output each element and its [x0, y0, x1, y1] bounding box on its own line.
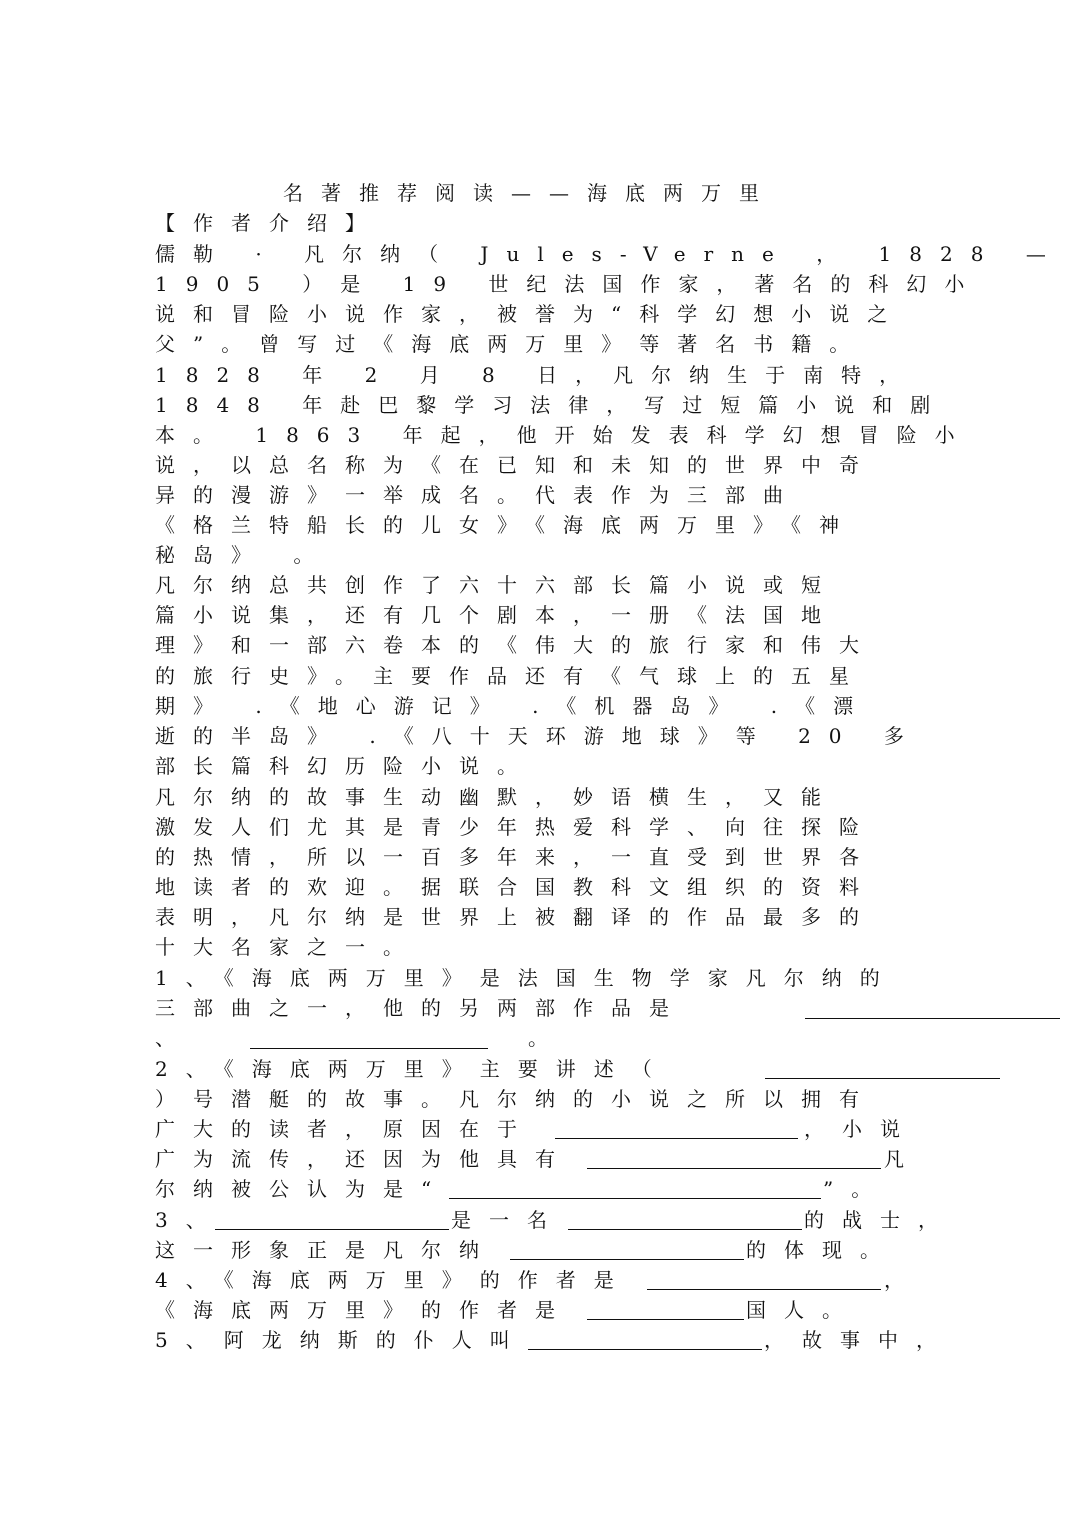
intro-line: 1848 年赴巴黎学习法律，写过短篇小说和剧 — [155, 393, 949, 417]
question-2-text: 广大的读者，原因在于 — [155, 1117, 535, 1141]
question-1-text: 三部曲之一，他的另两部作品是 — [155, 996, 687, 1020]
answer-blank-q1-b[interactable] — [250, 1048, 488, 1049]
question-2-text: 2、《海底两万里》主要讲述（ — [155, 1057, 670, 1081]
intro-line: 凡尔纳总共创作了六十六部长篇小说或短 — [155, 573, 839, 597]
intro-line: 说，以总名称为《在已知和未知的世界中奇 — [155, 453, 877, 477]
question-4-text: 国人。 — [746, 1298, 860, 1322]
question-2-text: ）号潜艇的故事。凡尔纳的小说之所以拥有 — [155, 1087, 877, 1111]
intro-line: 理》和一部六卷本的《伟大的旅行家和伟大 — [155, 633, 877, 657]
answer-blank-q2-d[interactable] — [449, 1198, 821, 1199]
question-1-separator: 、 — [155, 1026, 193, 1050]
intro-line: 期》 .《地心游记》 .《机器岛》 .《漂 — [155, 694, 872, 718]
question-2-text: 广为流传，还因为他具有 — [155, 1147, 573, 1171]
intro-line: 父”。曾写过《海底两万里》等著名书籍。 — [155, 332, 868, 356]
answer-blank-q5-a[interactable] — [528, 1349, 762, 1350]
intro-line: 部长篇科幻历险小说。 — [155, 754, 535, 778]
intro-line: 儒勒 · 凡尔纳（ Jules-Verne ， 1828 — — [155, 242, 1064, 266]
intro-line: 激发人们尤其是青少年热爱科学、向往探险 — [155, 815, 877, 839]
intro-line: 1828 年 2 月 8 日，凡尔纳生于南特， — [155, 363, 918, 387]
intro-line: 表明，凡尔纳是世界上被翻译的作品最多的 — [155, 905, 877, 929]
intro-line: 逝的半岛》 .《八十天环游地球》等 20 多 — [155, 724, 922, 748]
question-3-number: 3、 — [155, 1208, 224, 1232]
answer-blank-q1-a[interactable] — [805, 1018, 1060, 1019]
question-1-period: 。 — [528, 1026, 566, 1050]
intro-line: 《格兰特船长的儿女》《海底两万里》《神 — [155, 513, 857, 537]
intro-line: 篇小说集，还有几个剧本，一册《法国地 — [155, 603, 839, 627]
question-3-text: 这一形象正是凡尔纳 — [155, 1238, 497, 1262]
question-4-text: ， — [884, 1268, 922, 1292]
question-3-text: 的体现。 — [746, 1238, 898, 1262]
question-4-text: 4、《海底两万里》的作者是 — [155, 1268, 632, 1292]
intro-line: 1905 ）是 19 世纪法国作家，著名的科幻小 — [155, 272, 983, 296]
question-2-text: 尔纳被公认为是“ — [155, 1177, 450, 1201]
answer-blank-q2-a[interactable] — [765, 1078, 1000, 1079]
question-1-text: 1、《海底两万里》是法国生物学家凡尔纳的 — [155, 966, 898, 990]
question-2-text: ”。 — [823, 1177, 890, 1201]
question-3-text: 是一名 — [451, 1208, 565, 1232]
answer-blank-q3-b[interactable] — [568, 1229, 802, 1230]
answer-blank-q3-c[interactable] — [510, 1259, 744, 1260]
section-heading-author: 【作者介绍】 — [155, 211, 383, 235]
intro-line: 秘岛》 。 — [155, 543, 332, 567]
answer-blank-q4-b[interactable] — [587, 1319, 744, 1320]
answer-blank-q3-a[interactable] — [215, 1229, 449, 1230]
intro-line: 地读者的欢迎。据联合国教科文组织的资料 — [155, 875, 877, 899]
answer-blank-q4-a[interactable] — [647, 1289, 881, 1290]
intro-line: 的热情，所以一百多年来，一直受到世界各 — [155, 845, 877, 869]
question-2-text: 凡 — [884, 1147, 922, 1171]
intro-line: 异的漫游》一举成名。代表作为三部曲 — [155, 483, 801, 507]
intro-line: 十大名家之一。 — [155, 935, 421, 959]
intro-line: 凡尔纳的故事生动幽默，妙语横生，又能 — [155, 785, 839, 809]
question-5-text: ，故事中， — [764, 1328, 954, 1352]
question-4-text: 《海底两万里》的作者是 — [155, 1298, 573, 1322]
intro-line: 本。 1863 年起，他开始发表科学幻想冒险小 — [155, 423, 973, 447]
answer-blank-q2-b[interactable] — [555, 1138, 798, 1139]
question-3-text: 的战士， — [804, 1208, 956, 1232]
intro-line: 说和冒险小说作家，被誉为“科学幻想小说之 — [155, 302, 906, 326]
question-2-text: ，小说 — [804, 1117, 918, 1141]
intro-line: 的旅行史》。主要作品还有《气球上的五星 — [155, 664, 867, 688]
document-title: 名著推荐阅读——海底两万里 — [283, 181, 777, 205]
answer-blank-q2-c[interactable] — [587, 1168, 881, 1169]
question-5-text: 5、阿龙纳斯的仆人叫 — [155, 1328, 528, 1352]
